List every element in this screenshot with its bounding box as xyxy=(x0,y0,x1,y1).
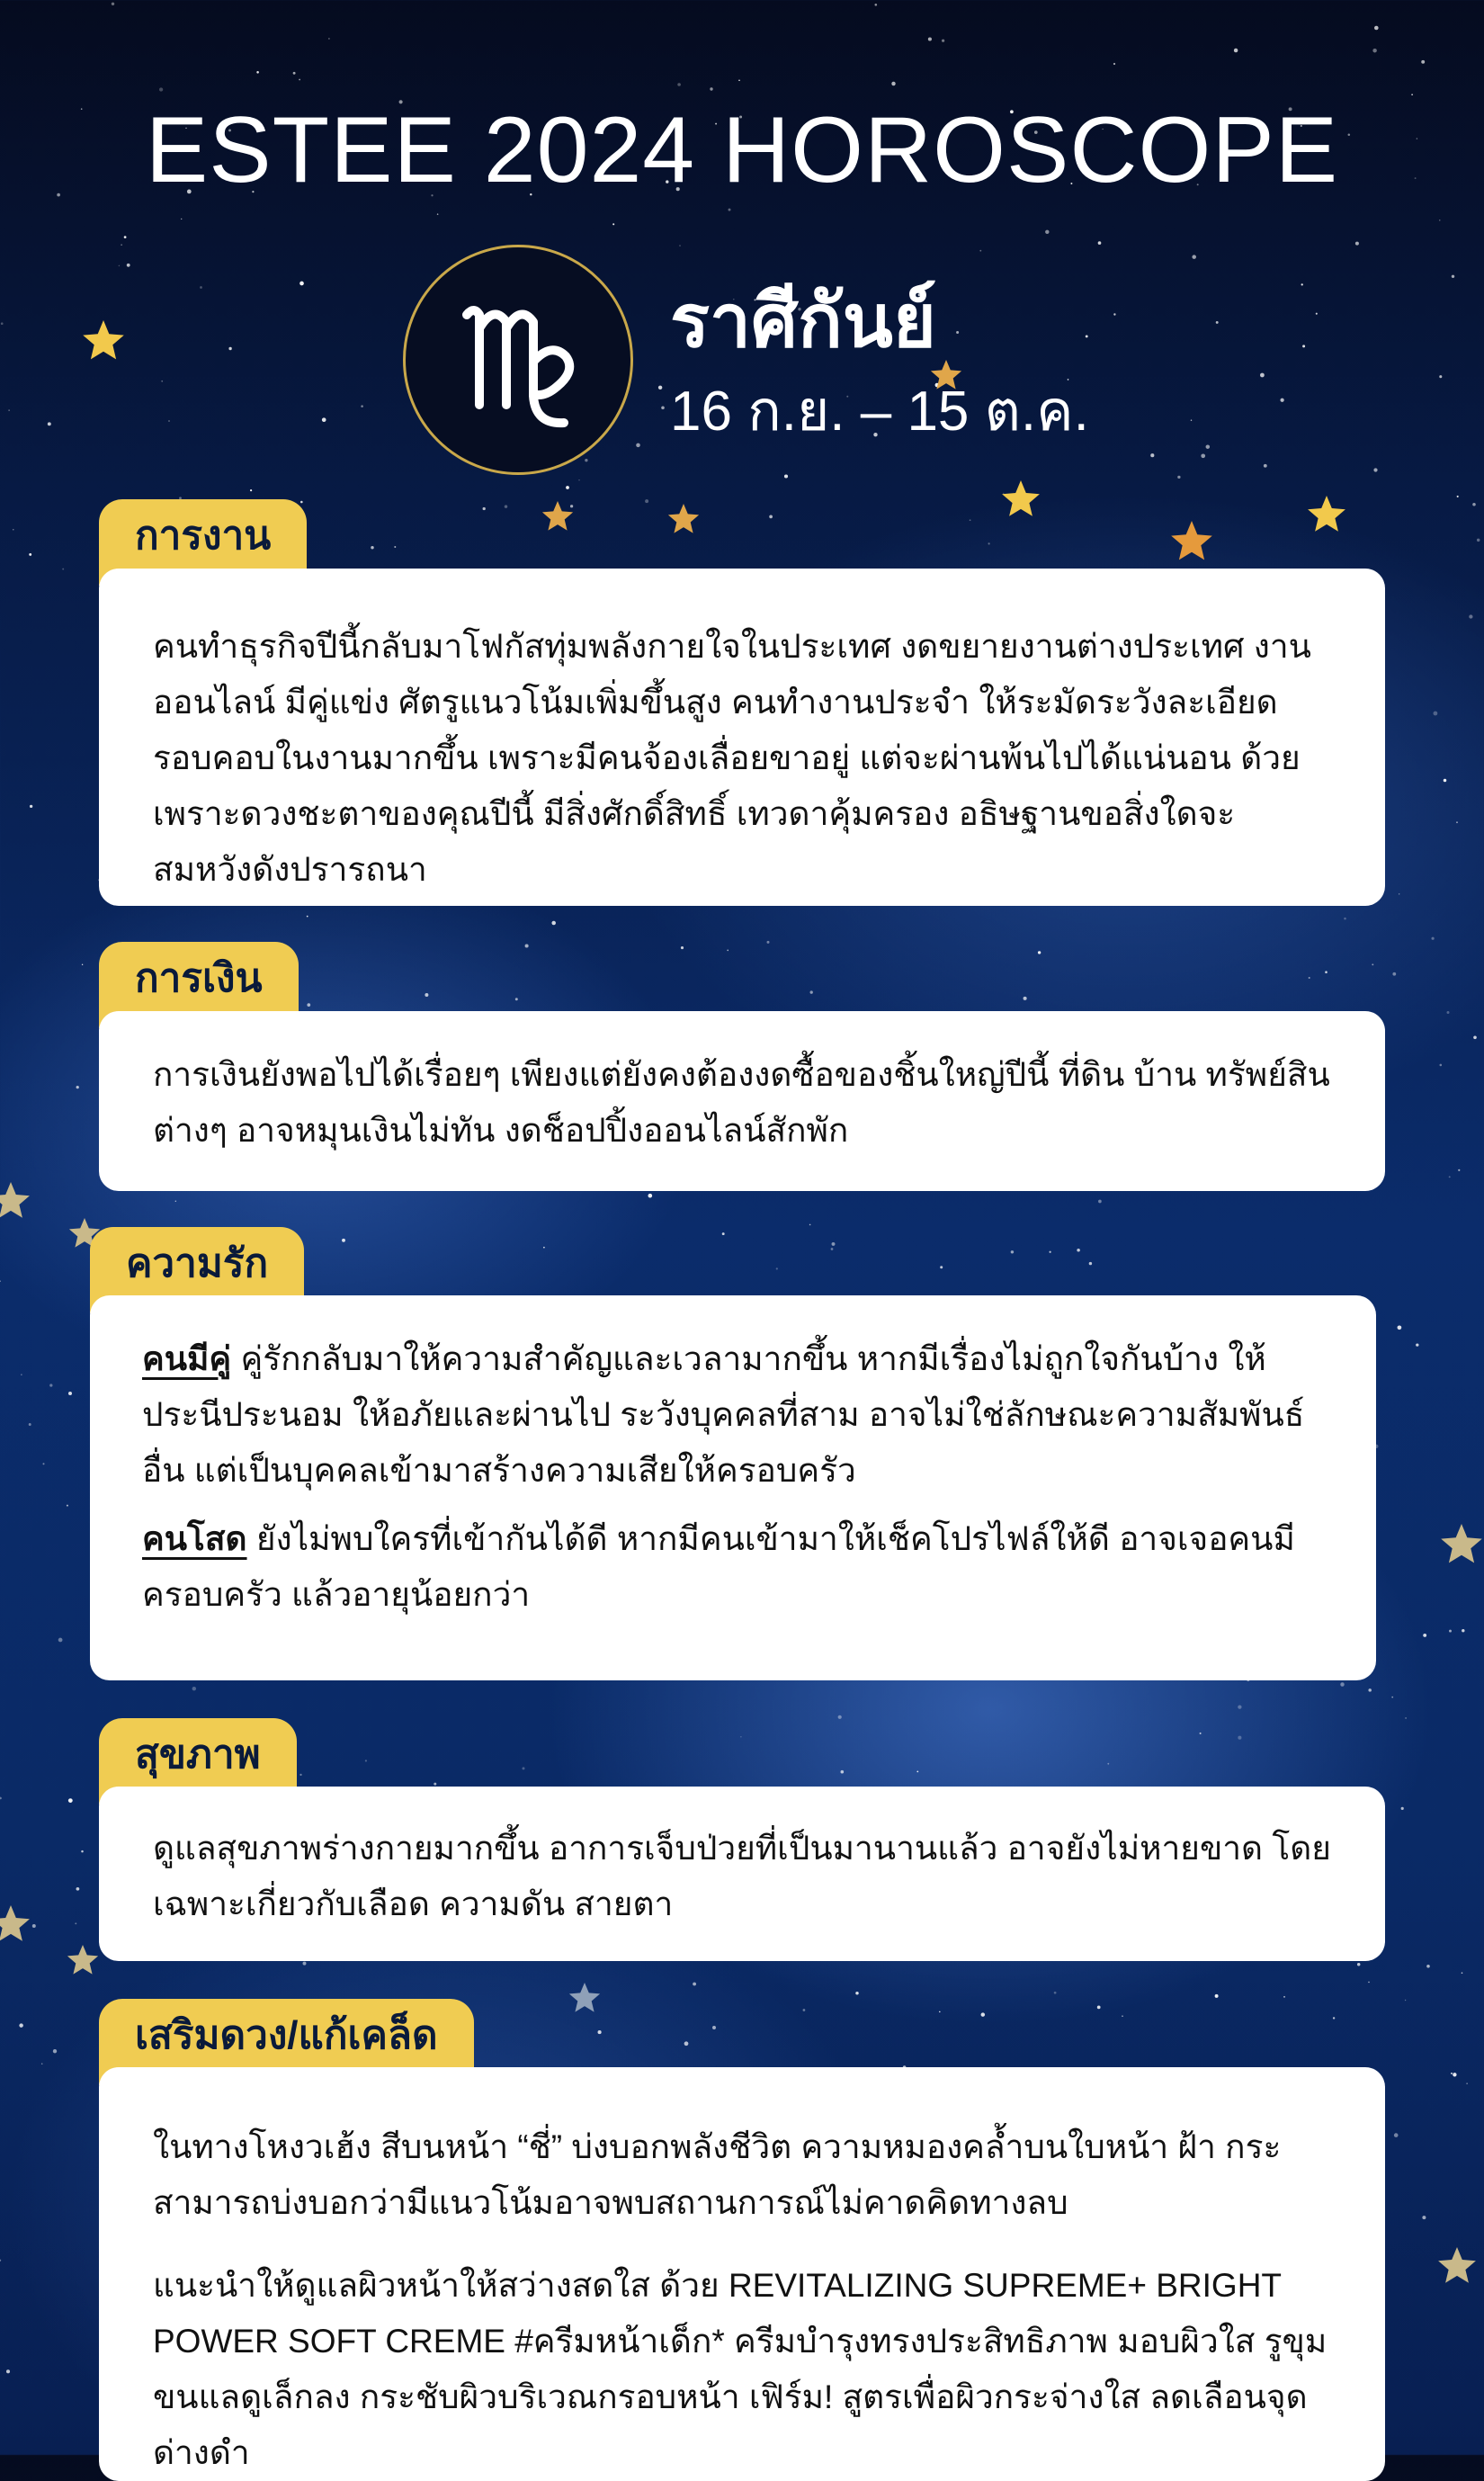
star-dot xyxy=(41,2063,43,2065)
star-dot xyxy=(19,2023,22,2027)
star-dot xyxy=(175,1201,176,1202)
star-dot xyxy=(1113,63,1115,65)
star-dot xyxy=(1150,453,1154,457)
love-single-paragraph xyxy=(142,1511,1324,1623)
star-dot xyxy=(722,1232,725,1235)
virgo-symbol-icon xyxy=(451,279,586,441)
star-dot xyxy=(970,519,971,521)
star-dot xyxy=(1113,313,1115,315)
star-dot xyxy=(1234,49,1238,52)
star-dot xyxy=(1473,1035,1477,1039)
star-dot xyxy=(119,265,121,267)
star-dot xyxy=(6,2369,10,2373)
star-dot xyxy=(776,1267,778,1269)
star-dot xyxy=(525,944,529,947)
star-dot xyxy=(76,1086,79,1088)
star-dot xyxy=(661,407,665,410)
star-dot xyxy=(1089,1262,1092,1265)
star-dot xyxy=(394,546,396,548)
star-dot xyxy=(979,250,981,252)
star-dot xyxy=(159,87,163,91)
star-dot xyxy=(874,4,877,6)
star-dot xyxy=(1462,1972,1463,1974)
love-single-label: คนโสด xyxy=(142,1520,247,1557)
star-dot xyxy=(585,459,587,461)
star-dot xyxy=(1301,283,1303,285)
page-title: ESTEE 2024 HOROSCOPE xyxy=(145,98,1339,202)
star-dot xyxy=(299,79,300,81)
star-dot xyxy=(82,964,83,965)
star-dot xyxy=(1238,1736,1241,1740)
love-couple-paragraph xyxy=(142,1331,1324,1499)
star-dot xyxy=(1426,1965,1430,1968)
star-dot xyxy=(48,422,51,425)
star-dot xyxy=(29,553,31,556)
star-dot xyxy=(29,1423,31,1426)
gold-star-icon xyxy=(1438,2247,1476,2283)
star-dot xyxy=(1049,1251,1050,1253)
star-dot xyxy=(841,1770,845,1774)
star-dot xyxy=(681,946,684,949)
star-dot xyxy=(112,3,114,5)
star-dot xyxy=(1098,1200,1102,1204)
star-dot xyxy=(303,1962,307,1966)
star-dot xyxy=(1374,26,1379,31)
star-dot xyxy=(322,417,326,422)
gold-star-icon xyxy=(83,320,124,359)
star-dot xyxy=(1466,2082,1467,2083)
star-dot xyxy=(939,2011,941,2013)
tab-love: ความรัก xyxy=(90,1227,304,1313)
star-dot xyxy=(8,409,9,410)
star-dot xyxy=(1216,321,1219,324)
star-dot xyxy=(1215,1994,1219,1998)
star-dot xyxy=(1355,242,1359,246)
star-dot xyxy=(1401,1807,1404,1810)
star-dot xyxy=(483,507,486,510)
star-dot xyxy=(1077,1249,1080,1252)
star-dot xyxy=(299,282,304,286)
star-dot xyxy=(1421,60,1425,64)
star-dot xyxy=(684,2041,689,2046)
star-dot xyxy=(1368,1982,1370,1984)
fortune-text-1: ในทางโหงวเฮ้ง สีบนหน้า “ชี่” บ่งบอกพลังชีวิต ความหมองคล้ำบนใบหน้า ฝ้า กระ สามารถบ่งบอกว่ามีแนวโน้มอาจพบสถานการณ์ไม่คาดคิดทางลบ xyxy=(153,2128,1282,2221)
star-dot xyxy=(0,1797,2,1800)
star-dot xyxy=(1283,1996,1285,1998)
star-dot xyxy=(916,1771,918,1773)
star-dot xyxy=(543,1247,545,1249)
star-dot xyxy=(838,1715,842,1719)
gold-star-icon xyxy=(67,1945,98,1975)
star-dot xyxy=(307,1003,310,1007)
star-dot xyxy=(1201,453,1205,458)
star-dot xyxy=(515,998,518,1000)
star-dot xyxy=(30,805,32,808)
star-dot xyxy=(928,37,932,40)
star-dot xyxy=(67,1505,68,1507)
star-dot xyxy=(1098,241,1102,245)
fortune-text-2: แนะนำให้ดูแลผิวหน้าให้สว่างสดใส ด้วย REVITALIZING SUPREME+ BRIGHT POWER SOFT CREME #ครีมหน้าเด็ก* ครีมบำรุงทรงประสิทธิภาพ มอบผิวใส รูขุมขนแลดูเล็กลง กระชับผิวบริเวณกรอบหน้า เฟิร์ม! สูตรเพื่อผิวกระจ่างใส ลดเลือนจุดด่างดำ xyxy=(153,2267,1328,2471)
star-dot xyxy=(81,1850,84,1853)
star-dot xyxy=(1439,219,1440,220)
star-dot xyxy=(1316,313,1318,315)
star-dot xyxy=(328,38,329,39)
tab-finance: การเงิน xyxy=(99,942,299,1028)
star-dot xyxy=(1416,1343,1418,1346)
star-dot xyxy=(1405,2000,1406,2001)
star-dot xyxy=(1372,963,1373,965)
star-dot xyxy=(1357,1963,1360,1966)
star-dot xyxy=(1264,464,1267,468)
star-dot xyxy=(648,1194,652,1198)
star-dot xyxy=(1451,2073,1453,2074)
star-dot xyxy=(1024,997,1027,1000)
star-dot xyxy=(1344,918,1346,920)
star-dot xyxy=(1097,2006,1101,2010)
career-text: คนทำธุรกิจปีนี้กลับมาโฟกัสทุ่มพลังกายใจในประเทศ งดขยายงานต่างประเทศ งานออนไลน์ มีคู่แข่ง ศัตรูแนวโน้มเพิ่มขึ้นสูง คนทำงานประจำ ให้ระมัดระวังละเอียดรอบคอบในงานมากขึ้น เพราะมีคนจ้องเลื่อยขาอยู่ แต่จะผ่านพ้นไปได้แน่นอน ด้วยเพราะดวงชะตาของคุณปีนี้ มีสิ่งศักดิ์สิทธิ์ เทวดาคุ้มครอง อธิษฐานขอสิ่งใดจะสมหวังดังปรารถนา xyxy=(153,628,1311,888)
star-dot xyxy=(658,386,662,390)
star-dot xyxy=(49,1384,52,1386)
star-dot xyxy=(1309,977,1310,979)
star-dot xyxy=(677,83,681,86)
star-dot xyxy=(1086,335,1088,337)
star-dot xyxy=(1411,94,1413,95)
star-dot xyxy=(228,347,231,350)
tab-health: สุขภาพ xyxy=(99,1718,297,1805)
fortune-card xyxy=(99,2067,1385,2481)
star-dot xyxy=(769,515,773,519)
star-dot xyxy=(679,245,680,246)
star-dot xyxy=(693,1983,696,1986)
star-dot xyxy=(1238,1705,1241,1708)
star-dot xyxy=(1372,49,1376,52)
star-dot xyxy=(1449,1176,1451,1178)
star-dot xyxy=(523,1767,525,1769)
star-dot xyxy=(940,1266,943,1268)
star-dot xyxy=(75,1922,76,1924)
star-dot xyxy=(988,542,990,544)
star-dot xyxy=(1405,1717,1407,1719)
star-dot xyxy=(767,941,770,944)
star-dot xyxy=(1373,468,1377,471)
star-dot xyxy=(1439,375,1442,378)
finance-text: การเงินยังพอไปได้เรื่อยๆ เพียงแต่ยังคงต้องงดซื้อของชิ้นใหญ่ปีนี้ ที่ดิน บ้าน ทรัพย์สินต่างๆ อาจหมุนเงินไม่ทัน งดช็อปปิ้งออนไลน์สักพัก xyxy=(153,1056,1330,1149)
star-dot xyxy=(1038,951,1041,954)
star-dot xyxy=(250,489,252,491)
star-dot xyxy=(1458,1169,1460,1171)
career-card xyxy=(99,569,1385,906)
star-dot xyxy=(855,1992,858,1994)
star-dot xyxy=(570,505,573,507)
star-dot xyxy=(566,486,569,489)
health-card xyxy=(99,1787,1385,1961)
love-single-text: ยังไม่พบใครที่เข้ากันได้ดี หากมีคนเข้ามาให้เช็คโปรไฟล์ให้ดี อาจเจอคนมีครอบครัว แล้วอายุน้อยกว่า xyxy=(142,1520,1295,1613)
star-dot xyxy=(342,1239,345,1242)
star-dot xyxy=(942,40,944,42)
star-dot xyxy=(1457,496,1459,497)
star-dot xyxy=(832,1242,836,1246)
star-dot xyxy=(127,264,130,267)
star-dot xyxy=(710,87,712,90)
star-dot xyxy=(0,2260,1,2262)
star-dot xyxy=(712,2026,716,2029)
star-dot xyxy=(809,1224,811,1226)
star-dot xyxy=(1440,1064,1443,1067)
star-dot xyxy=(1054,1992,1057,1994)
star-dot xyxy=(62,569,64,570)
star-dot xyxy=(1444,779,1447,783)
star-dot xyxy=(578,479,579,480)
star-dot xyxy=(434,1783,436,1786)
star-dot xyxy=(727,950,729,952)
star-dot xyxy=(53,2049,57,2053)
star-dot xyxy=(1011,1250,1014,1253)
star-dot xyxy=(300,501,303,504)
star-dot xyxy=(437,213,439,215)
star-dot xyxy=(1472,503,1476,506)
star-dot xyxy=(729,209,731,211)
star-dot xyxy=(168,420,170,422)
star-dot xyxy=(58,1638,63,1643)
star-dot xyxy=(1447,1011,1450,1014)
star-dot xyxy=(1453,2073,1456,2076)
star-dot xyxy=(371,546,373,549)
star-dot xyxy=(1452,275,1454,278)
star-dot xyxy=(1177,476,1180,479)
star-dot xyxy=(161,381,163,382)
tab-fortune: เสริมดวง/แก้เคล็ด xyxy=(99,1999,474,2085)
star-dot xyxy=(76,1887,80,1891)
star-dot xyxy=(68,1798,73,1803)
gold-star-icon xyxy=(1171,521,1212,560)
zodiac-dates: 16 ก.ย. – 15 ต.ค. xyxy=(670,381,1089,443)
zodiac-emblem xyxy=(403,245,633,475)
star-dot xyxy=(365,1760,367,1761)
star-dot xyxy=(784,474,788,478)
star-dot xyxy=(1333,2017,1335,2019)
star-dot xyxy=(738,80,740,82)
gold-star-icon xyxy=(0,1905,30,1941)
star-dot xyxy=(0,1281,1,1282)
star-dot xyxy=(1107,1763,1109,1765)
star-dot xyxy=(1469,614,1472,618)
love-couple-text: คู่รักกลับมาให้ความสำคัญและเวลามากขึ้น หากมีเรื่องไม่ถูกใจกันบ้าง ให้ประนีประนอม ให้อภัยและผ่านไป ระวังบุคคลที่สาม อาจไม่ใช่ลักษณะความสัมพันธ์อื่น แต่เป็นบุคคลเข้ามาสร้างความเสียให้ครอบครัว xyxy=(142,1340,1305,1489)
star-dot xyxy=(1,322,4,325)
gold-star-icon xyxy=(0,1182,30,1218)
star-dot xyxy=(810,990,813,993)
star-dot xyxy=(1260,373,1265,378)
star-dot xyxy=(200,286,202,289)
zodiac-name: ราศีกันย์ xyxy=(670,281,936,363)
star-dot xyxy=(1302,345,1305,347)
star-dot xyxy=(1003,493,1004,494)
star-dot xyxy=(1368,1688,1372,1692)
star-dot xyxy=(1462,1629,1464,1632)
star-dot xyxy=(831,1248,834,1250)
star-dot xyxy=(1200,1733,1202,1734)
love-couple-label: คนมีคู่ xyxy=(142,1340,232,1377)
star-dot xyxy=(1340,1682,1344,1686)
tab-career: การงาน xyxy=(99,499,307,586)
star-dot xyxy=(192,1687,196,1690)
star-dot xyxy=(42,1463,44,1464)
star-dot xyxy=(1192,255,1196,259)
star-dot xyxy=(1392,972,1396,976)
star-dot xyxy=(551,921,556,926)
star-dot xyxy=(1191,419,1192,420)
star-dot xyxy=(256,71,259,74)
star-dot xyxy=(1432,937,1435,940)
star-dot xyxy=(68,1392,72,1395)
star-dot xyxy=(956,331,959,334)
star-dot xyxy=(124,236,127,238)
star-dot xyxy=(1045,230,1049,234)
star-dot xyxy=(636,443,640,448)
star-dot xyxy=(803,2009,806,2011)
love-card xyxy=(90,1295,1376,1680)
gold-star-icon xyxy=(1441,1524,1482,1563)
star-dot xyxy=(891,82,895,85)
star-dot xyxy=(299,1774,301,1776)
star-dot xyxy=(1325,971,1328,973)
star-dot xyxy=(307,916,308,918)
star-dot xyxy=(598,2030,602,2034)
star-dot xyxy=(425,993,428,997)
gold-star-icon xyxy=(1308,496,1345,532)
gold-star-icon xyxy=(569,1983,600,2012)
gold-star-icon xyxy=(542,501,573,531)
gold-star-icon xyxy=(668,504,699,533)
star-dot xyxy=(1206,444,1210,448)
gold-star-icon xyxy=(1002,480,1040,516)
health-text: ดูแลสุขภาพร่างกายมากขึ้น อาการเจ็บป่วยที่เป็นมานานแล้ว อาจยังไม่หายขาด โดยเฉพาะเกี่ยวกับเลือด ความดัน สายตา xyxy=(153,1830,1331,1922)
star-dot xyxy=(32,1924,36,1928)
star-dot xyxy=(1456,821,1458,823)
star-dot xyxy=(981,2012,985,2016)
star-dot xyxy=(612,223,614,225)
star-dot xyxy=(505,505,508,508)
star-dot xyxy=(1477,539,1480,542)
star-dot xyxy=(740,1736,741,1737)
star-dot xyxy=(1449,1630,1452,1633)
star-dot xyxy=(1422,2216,1426,2219)
star-dot xyxy=(1398,1325,1402,1330)
star-dot xyxy=(293,72,296,75)
star-dot xyxy=(1280,399,1283,402)
star-dot xyxy=(1434,712,1438,716)
star-dot xyxy=(1423,1634,1426,1637)
star-dot xyxy=(1394,2133,1399,2137)
star-dot xyxy=(1391,1697,1393,1698)
finance-card xyxy=(99,1011,1385,1191)
star-dot xyxy=(361,405,363,408)
star-dot xyxy=(645,499,648,503)
